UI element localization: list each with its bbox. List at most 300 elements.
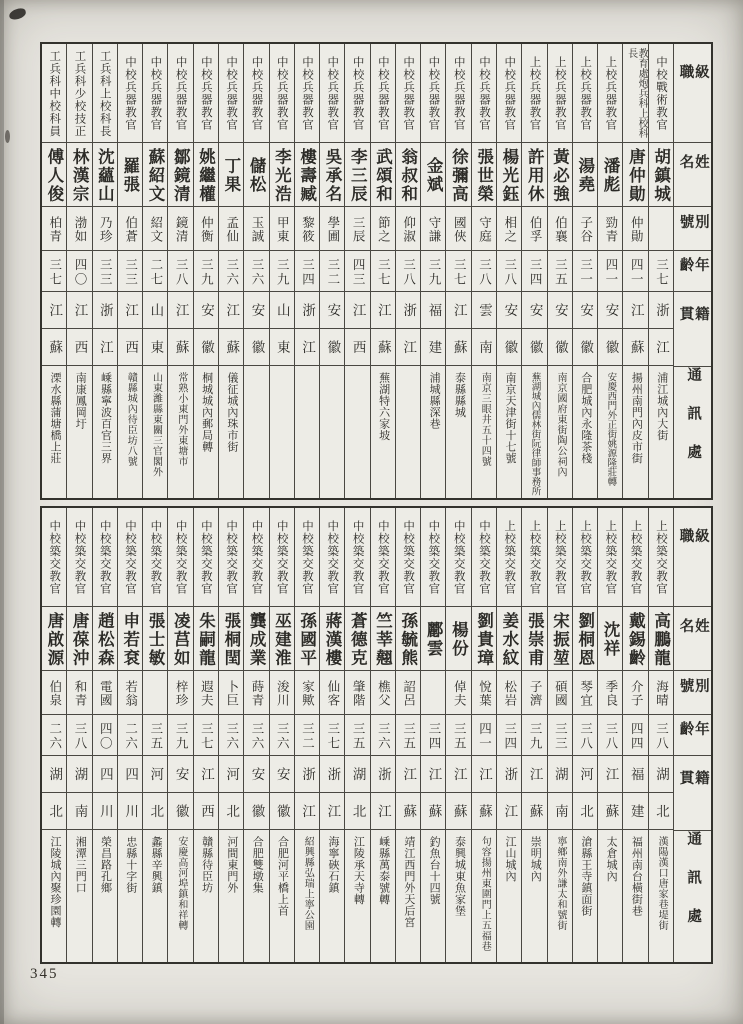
person-origin-bottom-text: 東 [148, 340, 164, 354]
person-age-text: 三八 [654, 721, 669, 751]
person-name [244, 606, 268, 670]
person-origin-bottom-text: 西 [198, 804, 214, 818]
person-column [597, 508, 622, 962]
roster-table-top [40, 42, 713, 500]
person-alias [295, 206, 319, 250]
person-name [598, 142, 622, 206]
person-age [42, 250, 66, 291]
row-header-rank-text: 級職 [677, 64, 709, 113]
person-column [370, 508, 395, 962]
person-address [623, 365, 647, 498]
person-rank-text: 中校兵器教官 [225, 56, 238, 131]
person-origin-top-text: 江 [451, 767, 467, 781]
person-age-text: 二六 [47, 721, 62, 751]
person-rank [497, 44, 521, 142]
person-origin-top-text: 安 [249, 767, 265, 781]
person-origin-top [472, 291, 496, 328]
person-origin-top [649, 291, 673, 328]
person-address-text: 南京三眼井五十四號 [479, 372, 491, 467]
person-address [598, 365, 622, 498]
person-alias [194, 670, 218, 714]
person-column [344, 508, 369, 962]
person-name [421, 606, 445, 670]
person-column [445, 44, 470, 498]
person-name-text: 竺莘翹 [373, 611, 393, 668]
person-origin-top [270, 291, 294, 328]
person-alias-text: 國俠 [452, 215, 467, 243]
person-origin-bottom [118, 792, 142, 829]
person-age [320, 714, 344, 755]
person-origin-bottom-text: 蘇 [477, 804, 493, 818]
person-age-text: 三七 [376, 257, 391, 287]
person-origin-bottom-text: 徽 [578, 340, 594, 354]
person-age-text: 四一 [477, 721, 492, 751]
person-name-text: 湯堯 [575, 157, 595, 194]
person-column [167, 508, 192, 962]
person-column [445, 508, 470, 962]
person-origin-top-text: 江 [401, 767, 417, 781]
person-name-text: 劉貴璋 [474, 611, 494, 668]
person-rank-text: 中校築交教官 [48, 520, 61, 595]
person-name-text: 沈祥 [601, 621, 621, 658]
person-origin-bottom [345, 792, 369, 829]
person-origin-top [42, 291, 66, 328]
person-age [548, 250, 572, 291]
person-rank [320, 508, 344, 606]
person-alias-text: 梓珍 [174, 679, 189, 707]
person-origin-top-text: 浙 [654, 303, 669, 317]
person-age-text: 四〇 [98, 721, 113, 751]
person-origin-bottom [522, 792, 546, 829]
person-name-text: 鄒鏡清 [171, 147, 191, 204]
person-address [93, 829, 117, 962]
row-header-origin [674, 755, 711, 830]
person-name-text: 姜水紋 [499, 611, 519, 668]
person-rank [623, 508, 647, 606]
person-column [193, 508, 218, 962]
person-origin-top-text: 浙 [375, 767, 391, 781]
person-origin-bottom-text: 徽 [198, 340, 214, 354]
person-age [649, 714, 673, 755]
person-column [572, 44, 597, 498]
person-origin-bottom-text: 蘇 [224, 340, 240, 354]
person-origin-top-text: 河 [578, 767, 594, 781]
person-address-text: 江陵承天寺轉 [352, 836, 365, 905]
row-header-address-text: 通訊處 [685, 367, 702, 483]
person-name-text: 姚繼權 [196, 147, 216, 204]
person-rank-text: 上校兵器教官 [579, 56, 592, 131]
person-rank [573, 508, 597, 606]
person-age-text: 四一 [629, 257, 644, 287]
person-name [548, 142, 572, 206]
person-rank [244, 44, 268, 142]
person-name [168, 142, 192, 206]
person-rank-text: 中校兵器教官 [376, 56, 389, 131]
person-alias-text: 紹文 [148, 215, 163, 243]
person-origin-top-text: 江 [603, 767, 619, 781]
row-header-column [673, 508, 711, 962]
person-rank [472, 44, 496, 142]
person-name-text: 沈蘊山 [95, 147, 115, 204]
person-rank-text: 中校兵器教官 [402, 56, 415, 131]
person-alias-text: 伯孚 [528, 215, 543, 243]
person-name-text: 楊份 [449, 621, 469, 658]
person-column [547, 44, 572, 498]
person-address [421, 829, 445, 962]
person-alias-text: 若翁 [123, 679, 138, 707]
person-address [522, 365, 546, 498]
person-column [92, 508, 117, 962]
person-origin-bottom-text: 蘇 [375, 340, 391, 354]
person-origin-bottom-text: 蘇 [426, 804, 442, 818]
person-age [320, 250, 344, 291]
person-column [420, 44, 445, 498]
person-origin-bottom [446, 328, 470, 365]
person-column [117, 508, 142, 962]
person-origin-bottom [446, 792, 470, 829]
person-address [194, 829, 218, 962]
person-age-text: 三五 [553, 257, 568, 287]
person-address [623, 829, 647, 962]
person-rank [497, 508, 521, 606]
person-alias [244, 206, 268, 250]
person-origin-bottom [194, 328, 218, 365]
person-column [142, 44, 167, 498]
person-address-text: 崇明城內 [529, 836, 542, 882]
person-origin-bottom-text: 徽 [552, 340, 568, 354]
person-age-text: 四三 [351, 257, 366, 287]
person-name-text: 張世榮 [474, 147, 494, 204]
person-origin-top [371, 291, 395, 328]
person-address-text: 安慶西門外正街姚源隆莊轉 [605, 372, 616, 486]
person-rank [548, 508, 572, 606]
person-rank-text: 中校兵器教官 [275, 56, 288, 131]
person-rank-text: 上校築交教官 [528, 520, 541, 595]
person-origin-top [194, 291, 218, 328]
person-age-text: 三八 [502, 257, 517, 287]
person-column [648, 508, 673, 962]
person-name [270, 606, 294, 670]
person-age [598, 250, 622, 291]
person-rank-text: 中校築交教官 [225, 520, 238, 595]
person-origin-top [67, 291, 91, 328]
person-age-text: 三五 [351, 721, 366, 751]
person-age-text: 三三 [553, 721, 568, 751]
person-origin-bottom-text: 建 [426, 340, 442, 354]
person-origin-bottom [396, 792, 420, 829]
person-age [573, 714, 597, 755]
person-address-text: 山東濰縣東關三官閣外 [150, 372, 162, 477]
person-name [446, 606, 470, 670]
person-address-text: 嵊縣萬泰號轉 [377, 836, 390, 905]
person-age-text: 三三 [98, 257, 113, 287]
person-age-text: 二七 [148, 257, 163, 287]
person-origin-top-text: 安 [325, 303, 341, 317]
person-origin-top-text: 江 [451, 303, 467, 317]
person-address-text: 贛縣待臣坊 [200, 836, 213, 894]
person-age [446, 250, 470, 291]
person-address [446, 365, 470, 498]
person-origin-bottom-text: 徽 [325, 340, 341, 354]
person-rank-text: 中校兵器教官 [301, 56, 314, 131]
person-name-text: 樓壽臧 [297, 147, 317, 204]
person-alias-text: 詔呂 [401, 679, 416, 707]
person-address-text: 合肥城內永隆茶棧 [579, 372, 592, 464]
person-alias [497, 206, 521, 250]
person-address [446, 829, 470, 962]
person-origin-bottom [93, 792, 117, 829]
person-address-text: 海寧硤石鎮 [327, 836, 340, 894]
person-column [42, 508, 66, 962]
person-name [42, 142, 66, 206]
person-age [168, 250, 192, 291]
person-origin-top-text: 四 [97, 767, 113, 781]
person-origin-top [497, 755, 521, 792]
person-origin-bottom-text: 江 [300, 340, 316, 354]
person-address [244, 829, 268, 962]
person-origin-top-text: 河 [224, 767, 240, 781]
person-address [472, 365, 496, 498]
person-origin-top-text: 福 [426, 303, 442, 317]
person-age [194, 714, 218, 755]
person-name [118, 606, 142, 670]
person-address [371, 829, 395, 962]
person-address [371, 365, 395, 498]
person-alias [67, 206, 91, 250]
person-alias [598, 670, 622, 714]
person-address-text: 滄縣王寺鎮面街 [579, 836, 592, 917]
person-origin-bottom-text: 北 [47, 804, 63, 818]
person-alias [320, 206, 344, 250]
person-origin-bottom [168, 328, 192, 365]
person-origin-top-text: 湖 [72, 767, 88, 781]
person-origin-top-text: 江 [477, 767, 493, 781]
person-rank-text: 工兵科上校科長 [98, 49, 111, 138]
person-origin-bottom-text: 蘇 [628, 340, 644, 354]
person-rank-text: 中校兵器教官 [427, 56, 440, 131]
person-address [270, 365, 294, 498]
person-address-text: 南京國府東街陶公祠內 [555, 372, 567, 477]
person-origin-top [295, 291, 319, 328]
person-alias [219, 670, 243, 714]
person-origin-bottom [472, 792, 496, 829]
person-age [143, 250, 167, 291]
person-name [168, 606, 192, 670]
person-address [345, 365, 369, 498]
person-alias [93, 670, 117, 714]
row-header-address [674, 830, 711, 962]
person-rank [295, 508, 319, 606]
person-origin-bottom [219, 328, 243, 365]
person-alias-text: 蒔青 [249, 679, 264, 707]
person-origin-top [93, 291, 117, 328]
person-alias [421, 206, 445, 250]
person-alias [168, 670, 192, 714]
person-alias-text: 卜巨 [224, 679, 239, 707]
person-column [243, 44, 268, 498]
person-rank [623, 44, 647, 142]
person-name [42, 606, 66, 670]
person-origin-bottom [219, 792, 243, 829]
person-name-text: 李光浩 [272, 147, 292, 204]
person-age-text: 三四 [300, 257, 315, 287]
person-rank-text: 中校築交教官 [250, 520, 263, 595]
person-rank [118, 508, 142, 606]
person-rank [168, 508, 192, 606]
person-rank [446, 508, 470, 606]
person-name-text: 許用休 [525, 147, 545, 204]
person-name-text: 唐仲勛 [626, 147, 646, 204]
person-rank [143, 44, 167, 142]
person-origin-top [219, 755, 243, 792]
person-address [295, 365, 319, 498]
person-alias [118, 670, 142, 714]
person-age-text: 三四 [528, 257, 543, 287]
person-alias-text: 伯襄 [553, 215, 568, 243]
person-alias [371, 670, 395, 714]
person-origin-bottom [67, 792, 91, 829]
person-address-text: 嵊縣寧波百官三界 [99, 372, 112, 464]
person-origin-top [345, 755, 369, 792]
person-age-text: 三八 [578, 721, 593, 751]
person-name-text: 張士敏 [145, 611, 165, 668]
person-alias-text: 守謙 [426, 215, 441, 243]
person-name-text: 蒼德克 [348, 611, 368, 668]
person-origin-bottom-text: 徽 [249, 804, 265, 818]
person-alias [421, 670, 445, 714]
person-origin-bottom [573, 328, 597, 365]
person-origin-bottom-text: 南 [72, 804, 88, 818]
person-rank [194, 508, 218, 606]
person-address [219, 365, 243, 498]
person-name [598, 606, 622, 670]
person-alias-text: 悅葉 [477, 679, 492, 707]
person-rank [345, 508, 369, 606]
person-rank [270, 508, 294, 606]
person-address-text: 浦城縣深巷 [428, 372, 441, 430]
row-header-alias-text: 別號 [677, 214, 709, 237]
person-origin-top [472, 755, 496, 792]
person-origin-bottom-text: 江 [654, 340, 669, 354]
row-header-alias [674, 670, 711, 714]
person-address [295, 829, 319, 962]
person-alias [194, 206, 218, 250]
person-rank-text: 上校兵器教官 [528, 56, 541, 131]
person-name-text: 吳承名 [322, 147, 342, 204]
person-origin-bottom [623, 328, 647, 365]
person-name-text: 李三辰 [348, 147, 368, 204]
person-origin-top-text: 山 [274, 303, 290, 317]
person-address-text: 蕪湖城內儒林街阮律師事務所 [529, 372, 540, 496]
person-address-text: 南康鳳岡圩 [74, 372, 87, 430]
person-rank [396, 44, 420, 142]
person-alias-text: 甲東 [275, 215, 290, 243]
person-name [573, 142, 597, 206]
person-name [295, 606, 319, 670]
person-origin-bottom [42, 328, 66, 365]
person-origin-top [118, 291, 142, 328]
person-address-text: 福州南台橫街巷 [630, 836, 643, 917]
person-address [573, 829, 597, 962]
person-rank-text: 工兵科中校科員 [48, 49, 61, 138]
person-rank-text: 中校兵器教官 [174, 56, 187, 131]
person-name-text: 孫國平 [297, 611, 317, 668]
person-origin-top-text: 江 [47, 303, 63, 317]
person-rank [649, 44, 673, 142]
person-origin-bottom-text: 徽 [527, 340, 543, 354]
person-origin-bottom-text: 徽 [274, 804, 290, 818]
person-origin-bottom-text: 徽 [502, 340, 518, 354]
person-alias [497, 670, 521, 714]
person-alias-text: 倬夫 [452, 679, 467, 707]
person-rank [295, 44, 319, 142]
person-origin-bottom [548, 328, 572, 365]
person-age-text: 三六 [275, 721, 290, 751]
person-address [270, 829, 294, 962]
person-address-text: 江山城內 [504, 836, 516, 882]
person-name-text: 張桐閏 [221, 611, 241, 668]
person-origin-bottom [93, 328, 117, 365]
person-origin-top-text: 安 [173, 767, 189, 781]
person-age [598, 714, 622, 755]
person-origin-bottom-text: 東 [274, 340, 290, 354]
person-alias-text: 仰淑 [401, 215, 416, 243]
person-origin-top-text: 安 [502, 303, 518, 317]
person-origin-top-text: 福 [628, 767, 644, 781]
person-origin-bottom-text: 南 [552, 804, 568, 818]
person-age [118, 714, 142, 755]
person-alias-text: 介子 [629, 679, 644, 707]
person-rank-text: 中校築交教官 [376, 520, 389, 595]
person-age-text: 三六 [224, 721, 239, 751]
person-address [649, 365, 673, 498]
person-age [194, 250, 218, 291]
person-rank-text: 中校兵器教官 [477, 56, 490, 131]
person-name-text: 龔成業 [247, 611, 267, 668]
person-origin-top-text: 江 [123, 303, 139, 317]
person-age-text: 三五 [452, 721, 467, 751]
person-column [395, 44, 420, 498]
row-header-origin [674, 291, 711, 366]
person-rank-text: 中校築交教官 [174, 520, 187, 595]
person-rank-text: 中校兵器教官 [503, 56, 516, 131]
person-alias [320, 670, 344, 714]
person-origin-bottom [270, 792, 294, 829]
person-address [396, 829, 420, 962]
person-origin-bottom-text: 西 [350, 340, 366, 354]
person-origin-top [649, 755, 673, 792]
person-alias-text: 玉誠 [249, 215, 264, 243]
person-address [472, 829, 496, 962]
person-origin-bottom [421, 792, 445, 829]
person-rank [320, 44, 344, 142]
person-name [219, 606, 243, 670]
person-age-text: 三四 [426, 721, 441, 751]
person-origin-top-text: 江 [350, 303, 366, 317]
person-name-text: 戴錫齡 [626, 611, 646, 668]
person-column [395, 508, 420, 962]
person-alias-text: 松岩 [502, 679, 517, 707]
person-origin-top-text: 安 [274, 767, 290, 781]
person-origin-top [270, 755, 294, 792]
person-alias-text: 節之 [376, 215, 391, 243]
row-header-rank [674, 44, 711, 142]
person-address-text: 紹興縣弘瑞上寧公園 [302, 836, 314, 931]
person-name-text: 羅張 [120, 157, 140, 194]
person-origin-top-text: 安 [527, 303, 543, 317]
person-origin-bottom-text: 江 [97, 340, 113, 354]
person-age [42, 714, 66, 755]
